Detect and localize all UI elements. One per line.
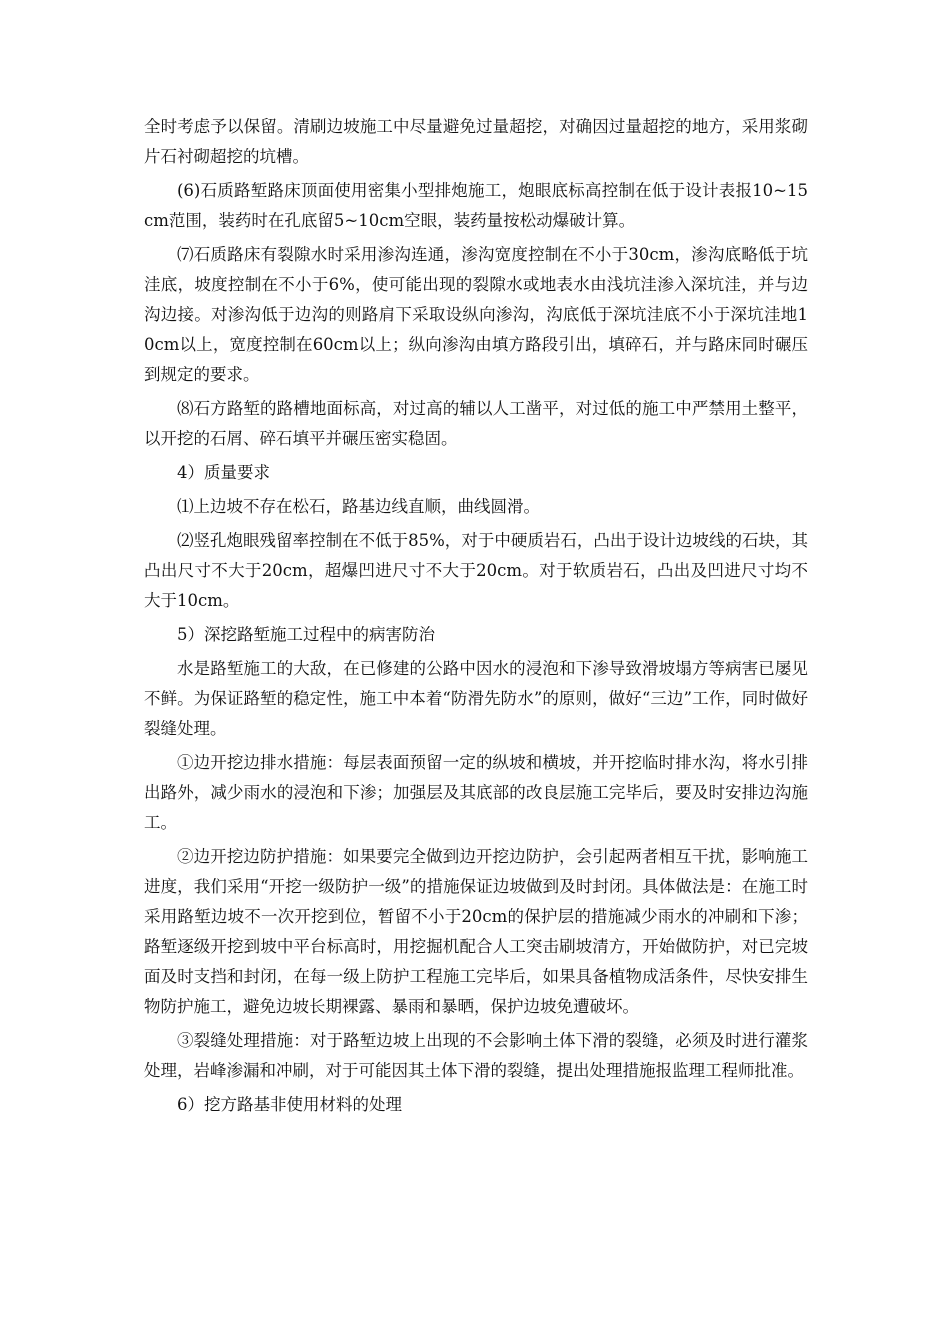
- section-heading-quality: 4）质量要求: [177, 463, 270, 482]
- paragraph-protection-measure: ②边开挖边防护措施：如果要完全做到边开挖边防护，会引起两者相互干扰，影响施工进度，我们采用“开挖一级防护一级”的措施保证边坡做到及时封闭。具体做法是：在施工时采用路堑边坡不一次开挖到位，暂留不小于20cm的保护层的措施减少雨水的冲刷和下渗；路堑逐级开挖到坡中平台标高时，用挖掘机配合人工突击刷坡清方，开始做防护，对已完坡面及时支挡和封闭，在每一级上防护工程施工完毕后，如果具备植物成活条件，尽快安排生物防护施工，避免边坡长期裸露、暴雨和暴晒，保护边坡免遭破坏。: [144, 847, 808, 1016]
- section-heading-defect-prevention: 5）深挖路堑施工过程中的病害防治: [177, 625, 435, 644]
- section-heading-unused-material: 6）挖方路基非使用材料的处理: [177, 1095, 402, 1114]
- paragraph-item-6: (6)石质路堑路床顶面使用密集小型排炮施工，炮眼底标高控制在低于设计表报10~15cm范围，装药时在孔底留5~10cm空眼，装药量按松动爆破计算。: [144, 181, 808, 230]
- paragraph-item-8: ⑻石方路堑的路槽地面标高，对过高的辅以人工凿平，对过低的施工中严禁用土整平，以开挖的石屑、碎石填平并碾压密实稳固。: [144, 399, 808, 448]
- paragraph-water-intro: 水是路堑施工的大敌，在已修建的公路中因水的浸泡和下渗导致滑坡塌方等病害已屡见不鲜。为保证路堑的稳定性，施工中本着“防滑先防水”的原则，做好“三边”工作，同时做好裂缝处理。: [144, 659, 808, 738]
- document-body: [144, 112, 808, 1124]
- paragraph-crack-measure: ③裂缝处理措施：对于路堑边坡上出现的不会影响土体下滑的裂缝，必须及时进行灌浆处理，岩峰渗漏和冲刷，对于可能因其土体下滑的裂缝，提出处理措施报监理工程师批准。: [144, 1031, 808, 1080]
- paragraph-continuation: 全时考虑予以保留。清刷边坡施工中尽量避免过量超挖，对确因过量超挖的地方，采用浆砌片石衬砌超挖的坑槽。: [144, 117, 808, 166]
- paragraph-drainage-measure: ①边开挖边排水措施：每层表面预留一定的纵坡和横坡，并开挖临时排水沟，将水引排出路外，减少雨水的浸泡和下渗；加强层及其底部的改良层施工完毕后，要及时安排边沟施工。: [144, 753, 808, 832]
- paragraph-quality-2: ⑵竖孔炮眼残留率控制在不低于85%，对于中硬质岩石，凸出于设计边坡线的石块，其凸出尺寸不大于20cm，超爆凹进尺寸不大于20cm。对于软质岩石，凸出及凹进尺寸均不大于10cm。: [144, 531, 808, 610]
- paragraph-item-7: ⑺石质路床有裂隙水时采用渗沟连通，渗沟宽度控制在不小于30cm，渗沟底略低于坑洼底，坡度控制在不小于6%，使可能出现的裂隙水或地表水由浅坑洼渗入深坑洼，并与边沟边接。对渗沟低于边沟的则路肩下采取设纵向渗沟，沟底低于深坑洼底不小于深坑洼地10cm以上，宽度控制在60cm以上；纵向渗沟由填方路段引出，填碎石，并与路床同时碾压到规定的要求。: [144, 245, 808, 384]
- paragraph-quality-1: ⑴上边坡不存在松石，路基边线直顺，曲线圆滑。: [177, 497, 540, 516]
